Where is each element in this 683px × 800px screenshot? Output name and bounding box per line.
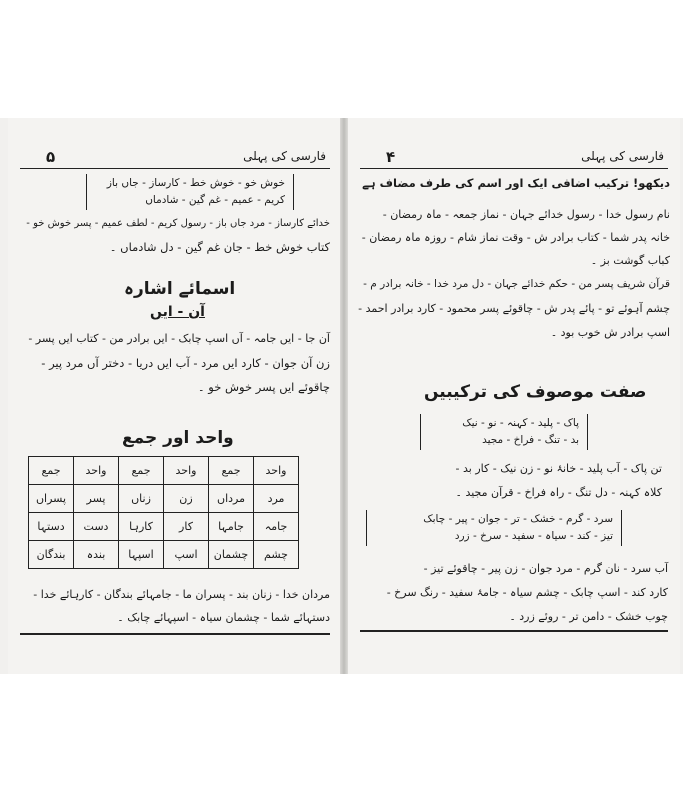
text-line: قرآن شریف پسر من - حکم خدائے جہان - دل مرد خدا - خانہ برادر م - [363,278,670,290]
table-row [29,513,299,541]
word-box [420,414,588,450]
running-title: فارسی کی پہلی [581,149,664,163]
section-heading: صفت موصوف کی ترکیبیں [424,382,647,402]
text-line: چاقوئے ایں پسر خوش خو ۔ [197,380,330,394]
text-line: چوب خشک - دامن تر - روئے زرد ۔ [509,610,668,623]
word-box-line: کریم - عمیم - غم گین - شادماں [145,194,285,206]
left-page [8,118,342,674]
table-cell: چشمان [209,541,254,569]
text-line: خانہ پدر شما - کتاب برادر ش - وقت نماز شام - روزہ ماہ رمضان - [361,231,670,244]
running-title: فارسی کی پہلی [243,149,326,163]
table-cell: اسپہا [119,541,164,569]
table-cell: اسپ [164,541,209,569]
bottom-rule [20,633,330,635]
section-heading: واحد اور جمع [122,428,234,448]
book-gutter [340,118,348,674]
text-line: چشم آہوئے تو - پائے پدر ش - چاقوئے پسر محمود - کارد برادر احمد - [358,302,670,315]
table-cell: واحد [74,457,119,485]
table-cell: بندہ [74,541,119,569]
text-line: کلاہ کہنہ - دل تنگ - راہ فراخ - قرآن مجید ۔ [455,486,662,499]
page-number: ۵ [46,148,56,166]
table-cell: پسر [74,485,119,513]
text-line: دستہائے شما - چشمان سیاہ - اسپہائے چابک ۔ [117,611,330,624]
table-cell: واحد [254,457,299,485]
table-cell: زناں [119,485,164,513]
table-cell: جمع [29,457,74,485]
table-cell: چشم [254,541,299,569]
table-cell: پسراں [29,485,74,513]
table-row [29,457,299,485]
table-cell: جمع [119,457,164,485]
table-cell: کار [164,513,209,541]
text-line: زن آن جوان - کارد ایں مرد - آب ایں دریا - دختر آں مرد پیر - [41,356,330,370]
bottom-rule [360,630,668,632]
word-box [86,174,294,210]
word-box-line: سرد - گرم - خشک - تر - جوان - پیر - چابک [423,513,613,525]
table-row [29,485,299,513]
table-cell: کارہا [119,513,164,541]
word-box-line: بد - تنگ - فراخ - مجید [482,434,579,446]
text-line: مردان خدا - زنان بند - پسران ما - جامہائے بندگان - کارہائے خدا - [33,588,330,601]
table-cell: مرداں [209,485,254,513]
table-cell: جامہا [209,513,254,541]
table-cell: جامہ [254,513,299,541]
singular-plural-table [28,456,299,569]
table-cell: جمع [209,457,254,485]
word-box-line: خوش خو - خوش خط - کارساز - جاں باز [106,177,285,189]
table-row [29,541,299,569]
right-page [348,118,680,674]
table-cell: دست [74,513,119,541]
table-cell: واحد [164,457,209,485]
right-page-header [360,146,668,169]
text-line: کتاب خوش خط - جان غم گین - دل شادماں ۔ [109,240,330,254]
table-cell: زن [164,485,209,513]
text-line: آن جا - ایں جامہ - آں اسپ چابک - ایں برادر من - کتاب ایں پسر - [28,332,330,345]
word-box-line: پاک - پلید - کہنہ - نو - نیک [462,417,579,429]
left-page-header [20,146,330,169]
section-subheading: آن - ایں [150,304,205,320]
word-box [366,510,622,546]
text-line: نام رسول خدا - رسول خدائے جہان - نماز جمعہ - ماہ رمضان - [382,208,670,221]
page-number: ۴ [386,148,396,166]
word-box-line: تیز - کند - سیاہ - سفید - سرخ - زرد [454,530,613,542]
table-cell: دستہا [29,513,74,541]
text-line: آب سرد - نان گرم - مرد جوان - زن پیر - چاقوئے تیز - [423,562,668,575]
open-book [0,118,683,674]
text-line: خدائے کارساز - مرد جاں باز - رسول کریم - لطف عمیم - پسر خوش خو - [26,218,330,229]
table-cell: مرد [254,485,299,513]
section-heading: دیکھو! ترکیب اضافی ایک اور اسم کی طرف مضاف ہے [362,176,670,190]
text-line: اسپ برادر ش خوب بود ۔ [550,326,670,339]
section-heading: اسمائے اشارہ [124,279,236,299]
text-line: کارد کند - اسپ چابک - چشم سیاہ - جامۂ سفید - رنگ سرخ - [386,586,668,599]
text-line: تن پاک - آب پلید - خانۂ نو - زن نیک - کار بد - [455,462,662,475]
table-cell: بندگان [29,541,74,569]
text-line: کباب گوشت بز ۔ [590,254,670,267]
